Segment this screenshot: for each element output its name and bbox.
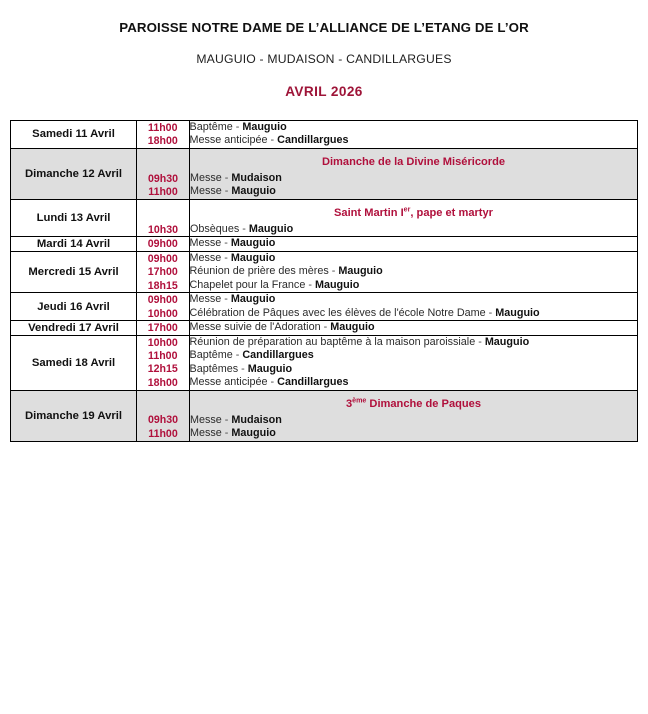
event-description xyxy=(189,279,637,292)
event-separator: - xyxy=(221,251,231,264)
event-separator: - xyxy=(267,376,278,389)
feast-header-row xyxy=(137,200,637,223)
event-activity: Messe xyxy=(190,413,222,426)
event-row xyxy=(137,252,637,265)
feast-title: Dimanche de la Divine Miséricorde xyxy=(321,155,506,168)
event-time: 10h00 xyxy=(137,307,189,320)
day-label: Dimanche 12 Avril xyxy=(11,148,137,199)
event-row xyxy=(137,321,637,334)
feast-header-row xyxy=(137,149,637,172)
event-activity: Messe xyxy=(190,427,222,440)
event-description xyxy=(189,349,637,362)
event-place: Mauguio xyxy=(484,335,530,348)
event-place: Mauguio xyxy=(495,306,540,319)
event-place: Mauguio xyxy=(248,222,294,235)
schedule-day-row xyxy=(11,335,638,390)
event-place: Mauguio xyxy=(247,362,293,375)
event-place: Candillargues xyxy=(277,134,349,147)
events-table xyxy=(137,293,637,320)
event-place: Mauguio xyxy=(242,120,287,133)
event-activity: Messe xyxy=(189,251,222,264)
event-time: 09h00 xyxy=(137,237,189,250)
event-description xyxy=(190,427,638,440)
events-table xyxy=(137,336,637,390)
event-activity: Obsèques xyxy=(190,222,240,235)
event-activity: Messe xyxy=(190,171,222,184)
schedule-day-row xyxy=(11,321,638,335)
day-label: Mercredi 15 Avril xyxy=(11,251,137,292)
day-events-cell xyxy=(137,148,638,199)
event-time: 11h00 xyxy=(137,185,190,198)
event-separator: - xyxy=(232,120,243,133)
event-separator: - xyxy=(221,293,231,306)
event-description xyxy=(189,134,637,147)
events-table xyxy=(137,149,637,199)
events-table xyxy=(137,200,637,236)
event-activity: Messe xyxy=(190,185,222,198)
event-description xyxy=(190,414,638,427)
event-time: 09h00 xyxy=(137,293,189,306)
event-description xyxy=(189,293,637,306)
event-time: 12h15 xyxy=(137,363,189,376)
day-events-cell xyxy=(137,251,638,292)
event-time: 09h30 xyxy=(137,172,190,185)
day-events-cell xyxy=(137,293,638,321)
schedule-day-row xyxy=(11,293,638,321)
event-separator: - xyxy=(305,278,315,291)
event-row xyxy=(137,427,637,440)
day-events-cell xyxy=(137,120,638,148)
event-description xyxy=(189,265,637,278)
day-events-cell xyxy=(137,390,638,441)
day-label: Vendredi 17 Avril xyxy=(11,321,137,335)
event-description xyxy=(189,321,637,334)
event-separator: - xyxy=(221,185,232,198)
event-description xyxy=(189,121,637,134)
event-time: 10h00 xyxy=(137,336,189,349)
event-place: Mudaison xyxy=(231,413,282,426)
event-row xyxy=(137,185,637,198)
event-activity: Baptême xyxy=(189,120,233,133)
event-separator: - xyxy=(221,413,232,426)
event-separator: - xyxy=(267,134,278,147)
event-time: 09h00 xyxy=(137,252,189,265)
event-separator: - xyxy=(232,349,243,362)
day-label: Jeudi 16 Avril xyxy=(11,293,137,321)
day-label: Mardi 14 Avril xyxy=(11,237,137,251)
event-row xyxy=(137,293,637,306)
event-separator: - xyxy=(221,171,232,184)
feast-time-spacer xyxy=(137,200,190,223)
day-label: Samedi 11 Avril xyxy=(11,120,137,148)
event-row xyxy=(137,121,637,134)
event-description xyxy=(190,172,638,185)
day-events-cell xyxy=(137,335,638,390)
event-row xyxy=(137,349,637,362)
events-table xyxy=(137,237,637,250)
event-row xyxy=(137,279,637,292)
event-separator: - xyxy=(475,335,485,348)
event-activity: Messe anticipée xyxy=(189,376,268,389)
schedule-day-row xyxy=(11,148,638,199)
schedule-day-row xyxy=(11,237,638,251)
event-row xyxy=(137,265,637,278)
event-description xyxy=(189,237,637,250)
event-time: 17h00 xyxy=(137,265,189,278)
day-label: Dimanche 19 Avril xyxy=(11,390,137,441)
event-separator: - xyxy=(221,237,231,250)
event-place: Mauguio xyxy=(230,251,276,264)
schedule-day-row xyxy=(11,251,638,292)
parish-towns-subtitle: MAUGUIO - MUDAISON - CANDILLARGUES xyxy=(196,51,452,66)
event-activity: Messe xyxy=(189,293,222,306)
schedule-day-row xyxy=(11,390,638,441)
event-separator: - xyxy=(239,222,249,235)
events-table xyxy=(137,321,637,334)
event-activity: Chapelet pour la France xyxy=(189,278,306,291)
event-description xyxy=(189,252,637,265)
event-place: Mudaison xyxy=(231,171,282,184)
event-row xyxy=(137,336,637,349)
month-heading: AVRIL 2026 xyxy=(285,83,363,99)
day-events-cell xyxy=(137,321,638,335)
event-place: Mauguio xyxy=(231,185,276,198)
event-activity: Messe anticipée xyxy=(189,134,268,147)
event-place: Mauguio xyxy=(338,265,383,278)
event-row xyxy=(137,307,637,320)
event-time: 09h30 xyxy=(137,414,190,427)
schedule-day-row xyxy=(11,120,638,148)
event-time: 17h00 xyxy=(137,321,189,334)
event-row xyxy=(137,376,637,389)
event-row xyxy=(137,237,637,250)
event-description xyxy=(190,185,638,198)
day-label: Samedi 18 Avril xyxy=(11,335,137,390)
event-description xyxy=(189,376,637,389)
event-time: 11h00 xyxy=(137,427,190,440)
day-events-cell xyxy=(137,199,638,236)
event-row xyxy=(137,134,637,147)
feast-title: Saint Martin Ier, pape et martyr xyxy=(334,205,493,219)
events-table xyxy=(137,121,637,148)
event-place: Candillargues xyxy=(242,349,314,362)
event-description xyxy=(189,336,637,349)
event-activity: Réunion de prière des mères xyxy=(189,265,329,278)
event-description xyxy=(189,307,637,320)
schedule-day-row xyxy=(11,199,638,236)
feast-time-spacer xyxy=(137,149,190,172)
event-place: Mauguio xyxy=(230,237,276,250)
event-time: 18h00 xyxy=(137,376,189,389)
event-place: Mauguio xyxy=(314,278,360,291)
event-separator: - xyxy=(320,321,331,334)
day-label: Lundi 13 Avril xyxy=(11,199,137,236)
event-time: 11h00 xyxy=(137,349,189,362)
schedule-table xyxy=(10,120,638,442)
event-activity: Baptêmes xyxy=(189,362,239,375)
event-row xyxy=(137,414,637,427)
event-time: 18h00 xyxy=(137,134,189,147)
event-row xyxy=(137,223,637,236)
events-table xyxy=(137,391,637,441)
event-activity: Messe suivie de l'Adoration xyxy=(189,321,321,334)
document-header xyxy=(0,0,648,99)
event-activity: Réunion de préparation au baptême à la maison paroissiale xyxy=(189,335,476,348)
ordinal-suffix: ème xyxy=(352,396,367,405)
event-separator: - xyxy=(238,362,248,375)
feast-header-row xyxy=(137,391,637,414)
event-row xyxy=(137,172,637,185)
event-description xyxy=(189,363,637,376)
events-table xyxy=(137,252,637,292)
day-events-cell xyxy=(137,237,638,251)
event-activity: Baptême xyxy=(189,349,233,362)
event-description xyxy=(190,223,638,236)
event-activity: Célébration de Pâques avec les élèves de l'école Notre Dame xyxy=(189,306,486,319)
event-place: Mauguio xyxy=(330,321,375,334)
page-title: PAROISSE NOTRE DAME DE L’ALLIANCE DE L’ETANG DE L’OR xyxy=(119,20,529,35)
schedule-container xyxy=(0,120,648,442)
event-place: Mauguio xyxy=(230,293,276,306)
ordinal-suffix: er xyxy=(403,205,411,214)
event-time: 11h00 xyxy=(137,121,189,134)
event-place: Mauguio xyxy=(231,427,276,440)
event-separator: - xyxy=(221,427,232,440)
schedule-table-body xyxy=(11,120,638,441)
feast-time-spacer xyxy=(137,391,190,414)
event-activity: Messe xyxy=(189,237,222,250)
feast-title: 3ème Dimanche de Paques xyxy=(345,396,482,410)
event-separator: - xyxy=(328,265,339,278)
event-row xyxy=(137,363,637,376)
event-separator: - xyxy=(485,306,496,319)
event-time: 18h15 xyxy=(137,279,189,292)
event-place: Candillargues xyxy=(277,376,349,389)
event-time: 10h30 xyxy=(137,223,190,236)
